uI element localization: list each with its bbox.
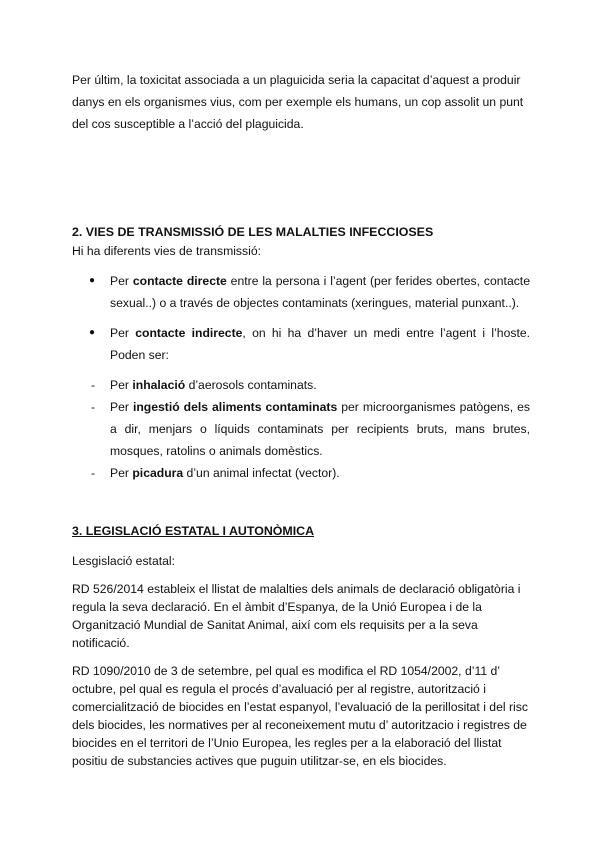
- list-item-text: Per ingestió dels aliments contaminats per microorganismes patògens, es a dir, menjars o líquids contaminats per recipients bruts, mans brutes, mosques, ratolins o animals domèstics.: [110, 400, 530, 458]
- dash-icon: -: [91, 400, 96, 414]
- section-3-heading: 3. LEGISLACIÓ ESTATAL I AUTONÒMICA: [72, 524, 315, 538]
- intro-paragraph: Per últim, la toxicitat associada a un plaguicida seria la capacitat d’aquest a produir danys en els organismes vius, com per exemple els humans, un cop assolit un punt del cos susceptible a l’acció del plaguicida.: [72, 73, 524, 131]
- list-item-text: Per contacte indirecte, on hi ha d’haver un medi entre l’agent i l’hoste. Poden ser:: [110, 326, 530, 362]
- list-item-text: Per contacte directe entre la persona i l’agent (per ferides obertes, contacte sexual..) o a través de objectes contaminats (xeringues, material punxant..).: [110, 274, 530, 310]
- transmission-list: [72, 270, 530, 520]
- bullet-icon: ●: [89, 275, 96, 286]
- section-3-subheading: Lesgislació estatal:: [72, 554, 175, 568]
- section-2-heading: 2. VIES DE TRANSMISSIÓ DE LES MALALTIES INFECCIOSES: [72, 225, 434, 239]
- dash-icon: -: [91, 466, 96, 480]
- legislation-paragraph-2: RD 1090/2010 de 3 de setembre, pel qual es modifica el RD 1054/2002, d’11 d’ octubre, pel qual es regula el procés d’avaluació per al registre, autorització i comercialització de biocides en l’estat espanyol, l’evaluació de la perillositat i del risc dels biocides, les normatives per al reconeixement mutu d’ autoritzacio i registres de biocides en el territori de l’Unio Europea, les regles per a la elaboració del llistat positiu de substancies actives que puguin utilitzar-se, en els biocides.: [72, 664, 528, 768]
- list-item-text: Per inhalació d’aerosols contaminats.: [110, 378, 317, 392]
- legislation-paragraph-1: RD 526/2014 estableix el llistat de malalties dels animals de declaració obligatòria i regula la seva declaració. En el àmbit d’Espanya, de la Unió Europea i de la Organització Mundial de Sanitat Animal, així com els requisits per a la seva notificació.: [72, 582, 521, 650]
- list-item-text: Per picadura d’un animal infectat (vector).: [110, 466, 340, 480]
- bullet-icon: ●: [89, 327, 96, 338]
- dash-icon: -: [91, 378, 96, 392]
- section-2-intro: Hi ha diferents vies de transmissió:: [72, 244, 261, 258]
